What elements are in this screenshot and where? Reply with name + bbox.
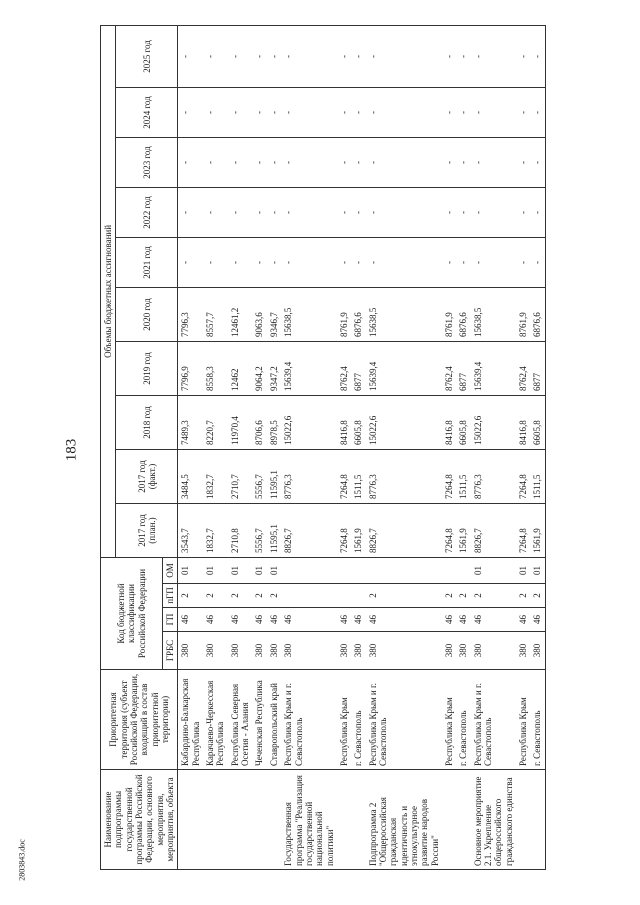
value-cell: - [442, 88, 456, 138]
value-cell: - [516, 238, 530, 288]
value-cell: 15022,6 [366, 396, 442, 450]
table-row [178, 25, 203, 869]
value-cell: 11595,1 [267, 450, 281, 504]
pgp-cell: 2 [267, 584, 281, 608]
value-cell: - [281, 25, 337, 87]
header-gp: ГП [163, 608, 178, 632]
value-cell: 15639,4 [281, 342, 337, 396]
value-cell: 8762,4 [337, 342, 351, 396]
om-cell: 01 [471, 558, 516, 584]
gp-cell: 46 [530, 608, 545, 632]
territory-cell: г. Севастополь [530, 670, 545, 770]
table-row [203, 25, 228, 869]
value-cell: - [203, 188, 228, 238]
program-cell [337, 770, 351, 870]
file-reference: 2803843.doc [17, 839, 27, 881]
value-cell: 8776,3 [281, 450, 337, 504]
value-cell: 7264,8 [442, 450, 456, 504]
value-cell: 6877 [351, 342, 365, 396]
territory-cell: г. Севастополь [456, 670, 470, 770]
value-cell: - [203, 238, 228, 288]
value-cell: - [267, 88, 281, 138]
value-cell: - [337, 138, 351, 188]
value-cell: 8826,7 [281, 504, 337, 558]
value-cell: - [456, 88, 470, 138]
gp-cell: 46 [351, 608, 365, 632]
header-year: 2018 год [116, 396, 178, 450]
value-cell: - [203, 88, 228, 138]
gp-cell: 46 [252, 608, 266, 632]
program-cell [203, 770, 228, 870]
value-cell: 9346,7 [267, 288, 281, 342]
value-cell: - [228, 88, 253, 138]
value-cell: - [267, 138, 281, 188]
value-cell: 9064,2 [252, 342, 266, 396]
table-row [530, 25, 545, 869]
value-cell: 6605,8 [351, 396, 365, 450]
value-cell: 8776,3 [471, 450, 516, 504]
value-cell: 8416,8 [337, 396, 351, 450]
table-row [252, 25, 266, 869]
value-cell: - [337, 25, 351, 87]
value-cell: - [281, 238, 337, 288]
value-cell: 7264,8 [337, 504, 351, 558]
value-cell: 1832,7 [203, 450, 228, 504]
value-cell: 8706,6 [252, 396, 266, 450]
value-cell: - [252, 88, 266, 138]
om-cell: 01 [530, 558, 545, 584]
table-header [101, 25, 178, 869]
pgp-cell: 2 [228, 584, 253, 608]
value-cell: - [178, 138, 203, 188]
gp-cell: 46 [228, 608, 253, 632]
value-cell: - [456, 138, 470, 188]
pgp-cell: 2 [178, 584, 203, 608]
value-cell: 15022,6 [471, 396, 516, 450]
om-cell [351, 558, 365, 584]
header-year: 2021 год [116, 238, 178, 288]
value-cell: - [281, 188, 337, 238]
om-cell: 01 [228, 558, 253, 584]
program-cell [351, 770, 365, 870]
pgp-cell: 2 [471, 584, 516, 608]
value-cell: 8776,3 [366, 450, 442, 504]
territory-cell: Республика Крым и г. Севастополь [281, 670, 337, 770]
value-cell: 8761,9 [442, 288, 456, 342]
value-cell: - [252, 238, 266, 288]
om-cell [442, 558, 456, 584]
table-row [351, 25, 365, 869]
header-classification: Код бюджетной классификации Российской Федерации [101, 558, 163, 670]
value-cell: - [530, 25, 545, 87]
value-cell: 6605,8 [456, 396, 470, 450]
value-cell: - [366, 138, 442, 188]
value-cell: 15638,5 [471, 288, 516, 342]
grbs-cell: 380 [456, 632, 470, 670]
value-cell: - [456, 188, 470, 238]
value-cell: 2710,7 [228, 450, 253, 504]
om-cell [281, 558, 337, 584]
value-cell: 6877 [530, 342, 545, 396]
value-cell: - [456, 25, 470, 87]
value-cell: - [516, 188, 530, 238]
program-cell: Государственная программа "Реализация государственной национальной политики" [281, 770, 337, 870]
budget-table [100, 25, 546, 870]
value-cell: - [471, 188, 516, 238]
value-cell: 9347,2 [267, 342, 281, 396]
territory-cell: Ставропольский край [267, 670, 281, 770]
header-grbs: ГРБС [163, 632, 178, 670]
territory-cell: Республика Крым [516, 670, 530, 770]
value-cell: 5556,7 [252, 450, 266, 504]
value-cell: 1511,5 [456, 450, 470, 504]
value-cell: 6876,6 [456, 288, 470, 342]
value-cell: 12461,2 [228, 288, 253, 342]
value-cell: 8826,7 [366, 504, 442, 558]
value-cell: - [351, 138, 365, 188]
program-cell [516, 770, 530, 870]
grbs-cell: 380 [516, 632, 530, 670]
value-cell: 7264,8 [516, 450, 530, 504]
territory-cell: Карачаево-Черкесская Республика [203, 670, 228, 770]
value-cell: - [530, 138, 545, 188]
grbs-cell: 380 [178, 632, 203, 670]
table-body [178, 25, 545, 869]
value-cell: - [267, 25, 281, 87]
value-cell: 1511,5 [530, 450, 545, 504]
value-cell: 8416,8 [516, 396, 530, 450]
territory-cell: Кабардино-Балкарская Республика [178, 670, 203, 770]
om-cell: 01 [203, 558, 228, 584]
value-cell: - [442, 238, 456, 288]
value-cell: - [366, 25, 442, 87]
grbs-cell: 380 [203, 632, 228, 670]
grbs-cell: 380 [228, 632, 253, 670]
value-cell: 6876,6 [530, 288, 545, 342]
pgp-cell: 2 [203, 584, 228, 608]
program-cell [530, 770, 545, 870]
value-cell: 12462 [228, 342, 253, 396]
grbs-cell: 380 [530, 632, 545, 670]
value-cell: 1832,7 [203, 504, 228, 558]
value-cell: 6605,8 [530, 396, 545, 450]
header-volumes: Объемы бюджетных ассигнований [101, 25, 116, 557]
value-cell: - [442, 25, 456, 87]
header-year: 2024 год [116, 88, 178, 138]
gp-cell: 46 [516, 608, 530, 632]
value-cell: - [530, 188, 545, 238]
om-cell: 01 [252, 558, 266, 584]
value-cell: - [516, 88, 530, 138]
om-cell: 01 [267, 558, 281, 584]
gp-cell: 46 [456, 608, 470, 632]
gp-cell: 46 [471, 608, 516, 632]
program-cell [442, 770, 456, 870]
value-cell: - [366, 88, 442, 138]
grbs-cell: 380 [442, 632, 456, 670]
value-cell: 6877 [456, 342, 470, 396]
grbs-cell: 380 [471, 632, 516, 670]
pgp-cell [337, 584, 351, 608]
value-cell: - [456, 238, 470, 288]
value-cell: - [516, 138, 530, 188]
table-row [456, 25, 470, 869]
table-row [267, 25, 281, 869]
value-cell: 7796,9 [178, 342, 203, 396]
value-cell: 11970,4 [228, 396, 253, 450]
territory-cell: г. Севастополь [351, 670, 365, 770]
pgp-cell: 2 [252, 584, 266, 608]
territory-cell: Республика Крым и г. Севастополь [471, 670, 516, 770]
gp-cell: 46 [337, 608, 351, 632]
pgp-cell: 2 [366, 584, 442, 608]
value-cell: - [267, 188, 281, 238]
grbs-cell: 380 [252, 632, 266, 670]
value-cell: 7264,8 [516, 504, 530, 558]
pgp-cell: 2 [456, 584, 470, 608]
value-cell: - [267, 238, 281, 288]
value-cell: 7264,8 [337, 450, 351, 504]
header-year: 2022 год [116, 188, 178, 238]
pgp-cell [351, 584, 365, 608]
value-cell: - [252, 25, 266, 87]
rotated-table-container [100, 40, 622, 870]
value-cell: 3484,5 [178, 450, 203, 504]
value-cell: - [351, 188, 365, 238]
pgp-cell: 2 [516, 584, 530, 608]
program-cell [456, 770, 470, 870]
table-row [366, 25, 442, 869]
value-cell: 15638,5 [366, 288, 442, 342]
header-year: 2017 год (план.) [116, 504, 178, 558]
program-cell [252, 770, 266, 870]
value-cell: - [252, 188, 266, 238]
pgp-cell: 2 [530, 584, 545, 608]
territory-cell: Чеченская Республика [252, 670, 266, 770]
table-row [228, 25, 253, 869]
value-cell: 7264,8 [442, 504, 456, 558]
header-territory: Приоритетная территория (субъект Российской Федерации, входящий в состав приоритетной территории) [101, 670, 178, 770]
value-cell: - [530, 238, 545, 288]
value-cell: - [516, 25, 530, 87]
gp-cell: 46 [442, 608, 456, 632]
value-cell: 8557,7 [203, 288, 228, 342]
pgp-cell [281, 584, 337, 608]
value-cell: - [228, 25, 253, 87]
program-cell [178, 770, 203, 870]
pgp-cell: 2 [442, 584, 456, 608]
value-cell: 2710,8 [228, 504, 253, 558]
value-cell: - [228, 238, 253, 288]
value-cell: 6876,6 [351, 288, 365, 342]
header-om: ОМ [163, 558, 178, 584]
header-program: Наименование подпрограммы государственной программы Российской Федерации, основного мероприятия, мероприятия, объекта [101, 770, 178, 870]
value-cell: - [337, 88, 351, 138]
value-cell: 8416,8 [442, 396, 456, 450]
header-year: 2020 год [116, 288, 178, 342]
value-cell: 8558,3 [203, 342, 228, 396]
value-cell: 1561,9 [351, 504, 365, 558]
value-cell: - [471, 25, 516, 87]
program-cell [228, 770, 253, 870]
grbs-cell: 380 [366, 632, 442, 670]
value-cell: 8761,9 [337, 288, 351, 342]
header-year: 2023 год [116, 138, 178, 188]
value-cell: 11595,1 [267, 504, 281, 558]
grbs-cell: 380 [351, 632, 365, 670]
value-cell: - [471, 138, 516, 188]
om-cell: 01 [516, 558, 530, 584]
value-cell: 8761,9 [516, 288, 530, 342]
value-cell: 5556,7 [252, 504, 266, 558]
value-cell: - [178, 238, 203, 288]
header-year: 2017 год (факт.) [116, 450, 178, 504]
value-cell: 8826,7 [471, 504, 516, 558]
value-cell: - [351, 88, 365, 138]
value-cell: - [228, 188, 253, 238]
value-cell: 1511,5 [351, 450, 365, 504]
program-cell: Основное мероприятие 2.1. Укрепление общероссийского гражданского единства [471, 770, 516, 870]
value-cell: - [178, 88, 203, 138]
gp-cell: 46 [281, 608, 337, 632]
table-row [337, 25, 351, 869]
value-cell: - [442, 188, 456, 238]
value-cell: - [228, 138, 253, 188]
value-cell: 7489,3 [178, 396, 203, 450]
value-cell: - [178, 25, 203, 87]
value-cell: 3543,7 [178, 504, 203, 558]
value-cell: 8978,5 [267, 396, 281, 450]
program-cell: Подпрограмма 2 "Общероссийская гражданская идентичность и этнокультурное развитие народов России" [366, 770, 442, 870]
value-cell: 15638,5 [281, 288, 337, 342]
om-cell: 01 [178, 558, 203, 584]
value-cell: - [252, 138, 266, 188]
value-cell: - [281, 88, 337, 138]
value-cell: 8762,4 [516, 342, 530, 396]
territory-cell: Республика Крым [442, 670, 456, 770]
value-cell: - [337, 188, 351, 238]
value-cell: - [351, 25, 365, 87]
header-pgp: пГП [163, 584, 178, 608]
header-year: 2025 год [116, 25, 178, 87]
gp-cell: 46 [203, 608, 228, 632]
value-cell: - [203, 25, 228, 87]
value-cell: - [366, 188, 442, 238]
table-row [471, 25, 516, 869]
territory-cell: Республика Крым [337, 670, 351, 770]
value-cell: - [178, 188, 203, 238]
page-number: 183 [63, 438, 80, 462]
gp-cell: 46 [267, 608, 281, 632]
om-cell [337, 558, 351, 584]
value-cell: 7796,3 [178, 288, 203, 342]
om-cell [366, 558, 442, 584]
gp-cell: 46 [178, 608, 203, 632]
value-cell: - [281, 138, 337, 188]
header-year: 2019 год [116, 342, 178, 396]
value-cell: 15022,6 [281, 396, 337, 450]
om-cell [456, 558, 470, 584]
table-row [281, 25, 337, 869]
territory-cell: Республика Крым и г. Севастополь [366, 670, 442, 770]
value-cell: 15639,4 [471, 342, 516, 396]
value-cell: - [471, 238, 516, 288]
value-cell: 8220,7 [203, 396, 228, 450]
value-cell: 1561,9 [530, 504, 545, 558]
grbs-cell: 380 [281, 632, 337, 670]
value-cell: - [366, 238, 442, 288]
grbs-cell: 380 [337, 632, 351, 670]
value-cell: - [471, 88, 516, 138]
value-cell: 9063,6 [252, 288, 266, 342]
table-row [516, 25, 530, 869]
value-cell: 8762,4 [442, 342, 456, 396]
value-cell: - [337, 238, 351, 288]
grbs-cell: 380 [267, 632, 281, 670]
territory-cell: Республика Северная Осетия - Алания [228, 670, 253, 770]
table-row [442, 25, 456, 869]
gp-cell: 46 [366, 608, 442, 632]
value-cell: 15639,4 [366, 342, 442, 396]
value-cell: - [351, 238, 365, 288]
value-cell: - [530, 88, 545, 138]
value-cell: - [203, 138, 228, 188]
value-cell: - [442, 138, 456, 188]
program-cell [267, 770, 281, 870]
value-cell: 1561,9 [456, 504, 470, 558]
